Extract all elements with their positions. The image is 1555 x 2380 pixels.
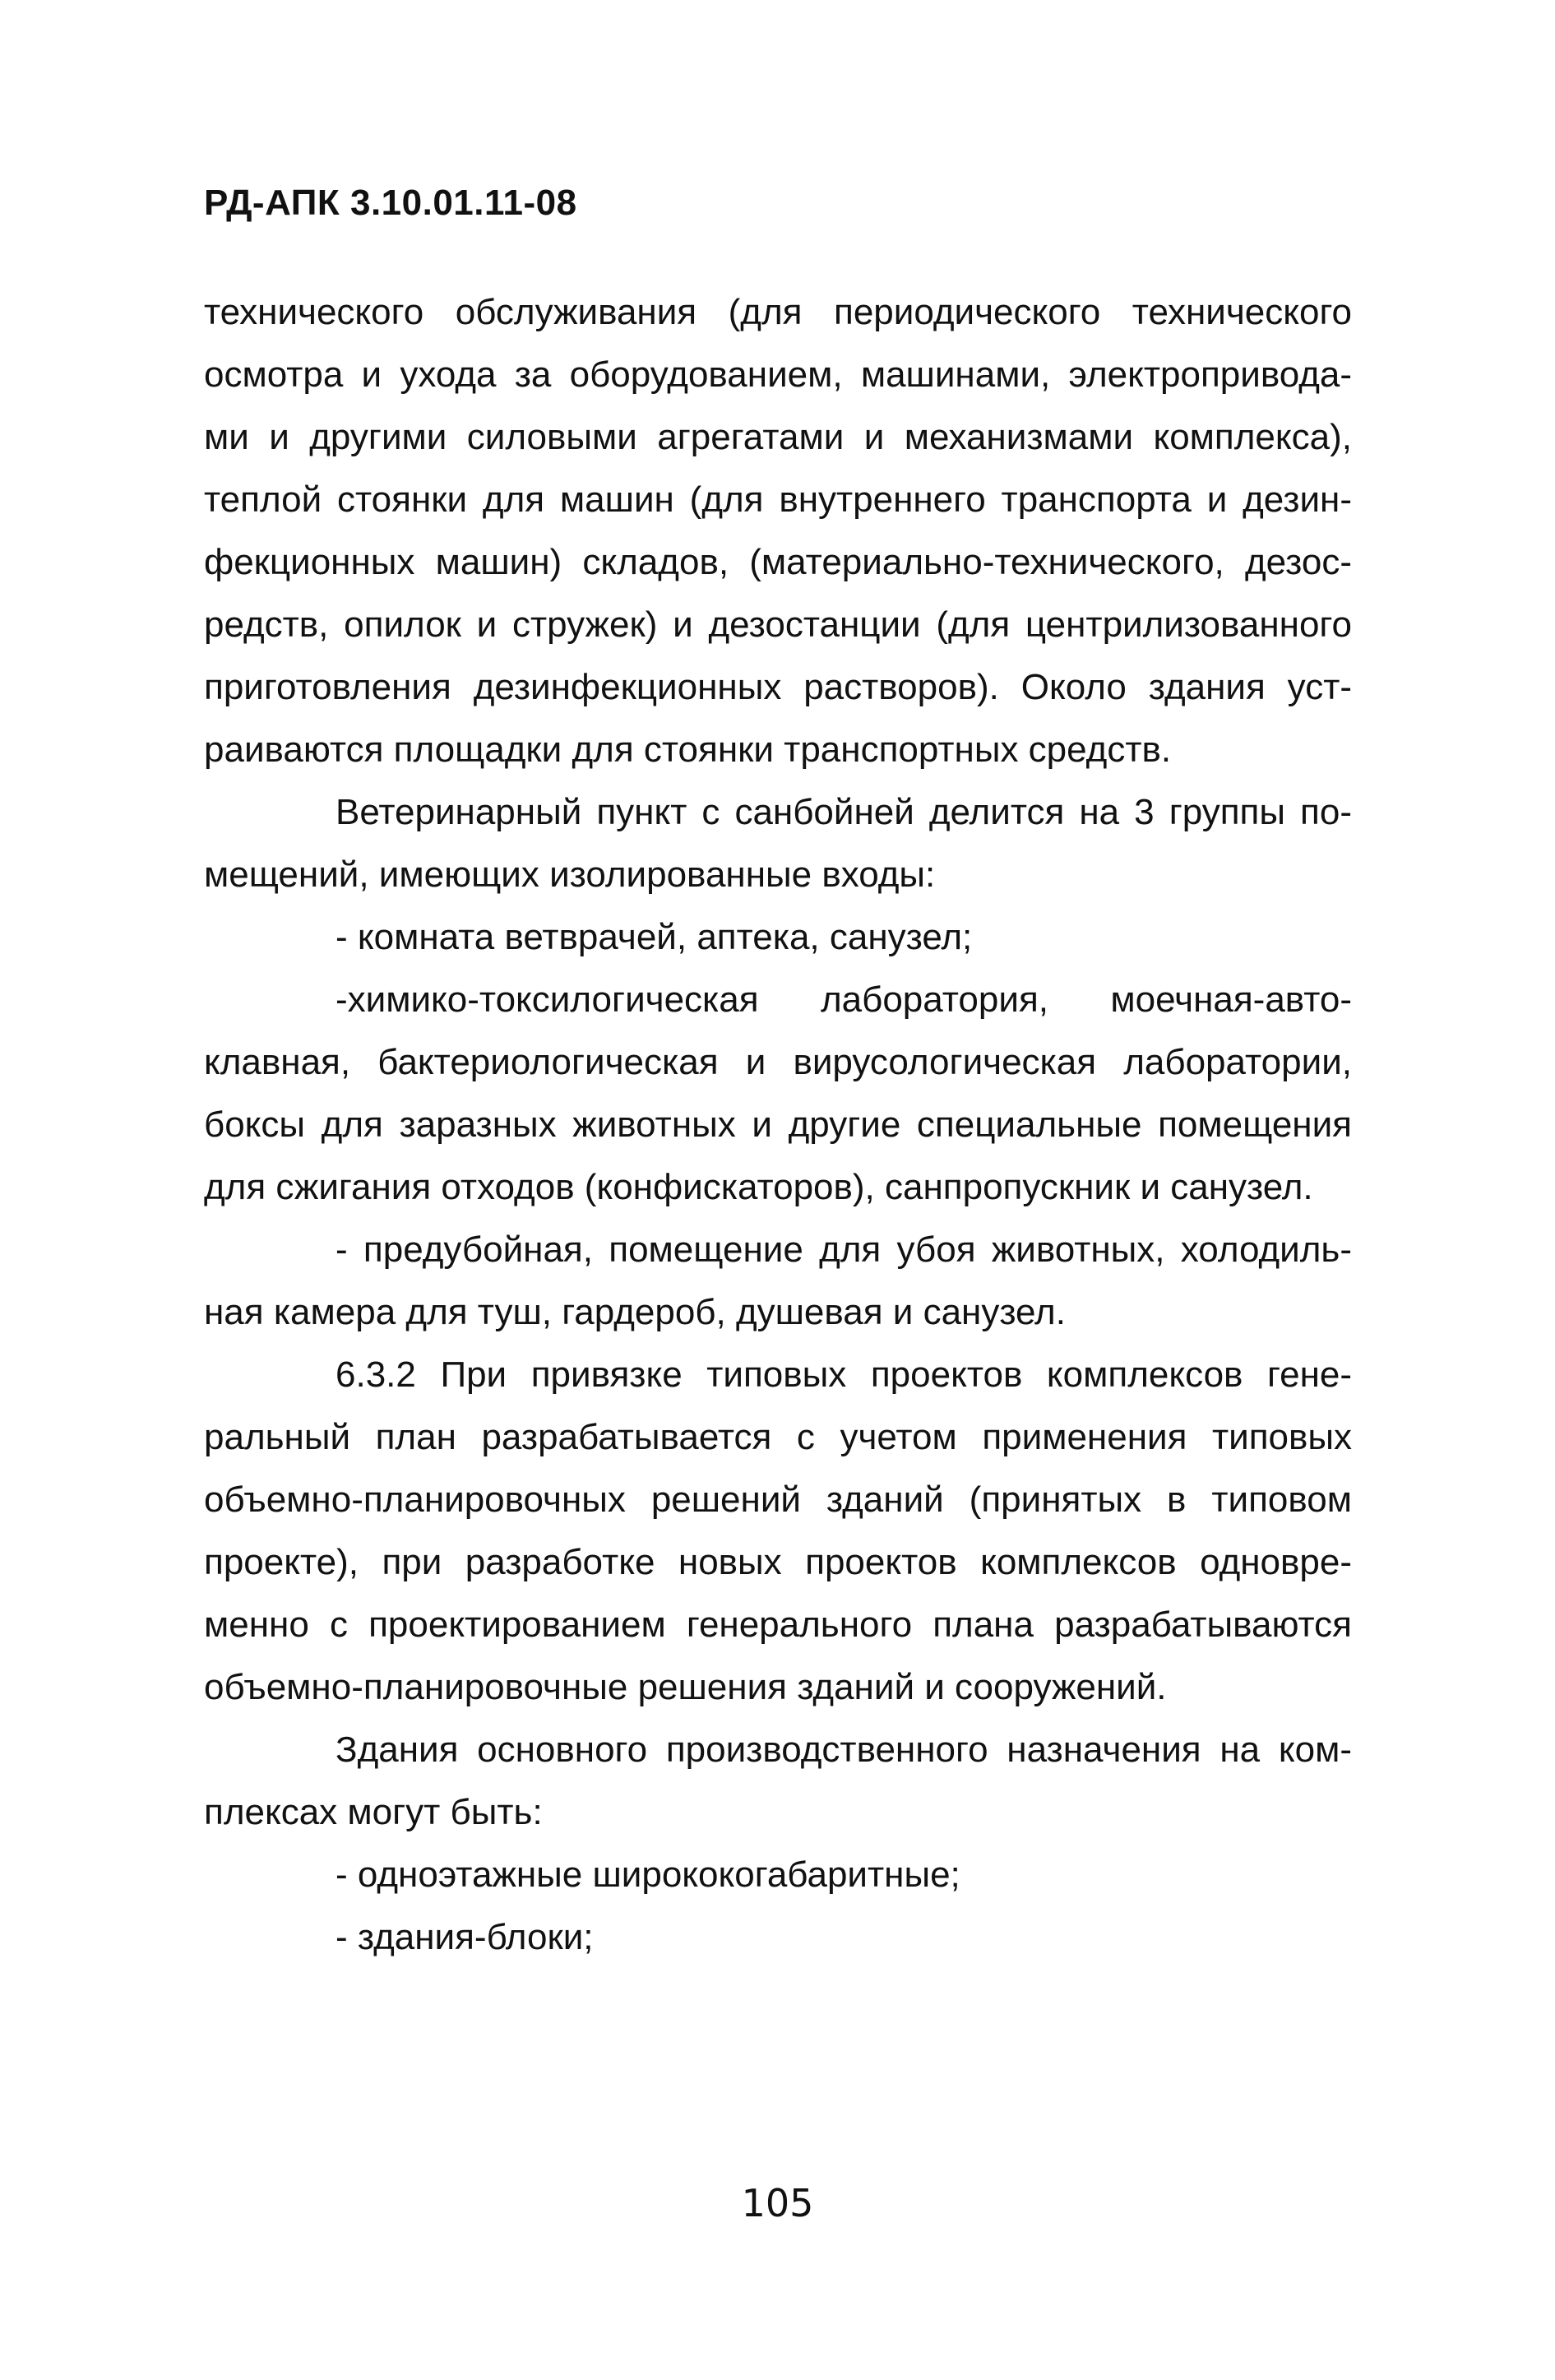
text-line: объемно-планировочных решений зданий (принятых в типовом <box>204 1479 1352 1520</box>
text-line: редств, опилок и стружек) и дезостанции (для центрилизованного <box>204 604 1352 645</box>
text-line: приготовления дезинфекционных растворов). Около здания уст- <box>204 667 1352 707</box>
text-line: проекте), при разработке новых проектов комплексов одновре- <box>204 1542 1352 1582</box>
text-line: клавная, бактериологическая и вирусологическая лаборатории, <box>204 1042 1352 1082</box>
text-line: менно с проектированием генерального плана разрабатываются <box>204 1604 1352 1645</box>
list-item <box>204 906 1352 969</box>
text-line: Ветеринарный пункт с санбойней делится на 3 группы по- <box>336 792 1352 832</box>
list-item <box>204 969 1352 1219</box>
main-text <box>204 281 1352 1969</box>
text-line: боксы для заразных животных и другие специальные помещения <box>204 1104 1352 1145</box>
list-item <box>204 1844 1352 1906</box>
paragraph-4 <box>204 1719 1352 1844</box>
text-line: - здания-блоки; <box>336 1917 594 1957</box>
text-line: технического обслуживания (для периодического технического <box>204 292 1352 332</box>
page-number: 105 <box>741 2181 814 2225</box>
paragraph-3 <box>204 1344 1352 1719</box>
text-line: осмотра и ухода за оборудованием, машинами, электропривода- <box>204 354 1352 395</box>
text-line: мещений, имеющих изолированные входы: <box>204 854 936 895</box>
paragraph-2 <box>204 781 1352 906</box>
text-line: - одноэтажные ширококогабаритные; <box>336 1854 960 1895</box>
list-item <box>204 1219 1352 1344</box>
text-line: объемно-планировочные решения зданий и сооружений. <box>204 1667 1167 1707</box>
text-line: фекционных машин) складов, (материально-технического, дезос- <box>204 542 1352 582</box>
list-item <box>204 1906 1352 1969</box>
document-code: РД-АПК 3.10.01.11-08 <box>204 183 577 223</box>
text-line: - предубойная, помещение для убоя животных, холодиль- <box>336 1229 1352 1270</box>
text-line: 6.3.2 При привязке типовых проектов комплексов гене- <box>336 1354 1352 1395</box>
text-line: -химико-токсилогическая лаборатория, моечная-авто- <box>336 979 1352 1020</box>
text-line: плексах могут быть: <box>204 1792 543 1832</box>
text-line: Здания основного производственного назначения на ком- <box>336 1729 1352 1770</box>
text-line: раиваются площадки для стоянки транспортных средств. <box>204 729 1172 770</box>
text-line: - комната ветврачей, аптека, санузел; <box>336 917 973 957</box>
text-line: ная камера для туш, гардероб, душевая и санузел. <box>204 1292 1066 1332</box>
text-line: для сжигания отходов (конфискаторов), санпропускник и санузел. <box>204 1167 1313 1207</box>
paragraph-1 <box>204 281 1352 781</box>
text-line: ми и другими силовыми агрегатами и механизмами комплекса), <box>204 417 1352 457</box>
text-line: ральный план разрабатывается с учетом применения типовых <box>204 1417 1352 1457</box>
text-line: теплой стоянки для машин (для внутреннего транспорта и дезин- <box>204 479 1352 520</box>
